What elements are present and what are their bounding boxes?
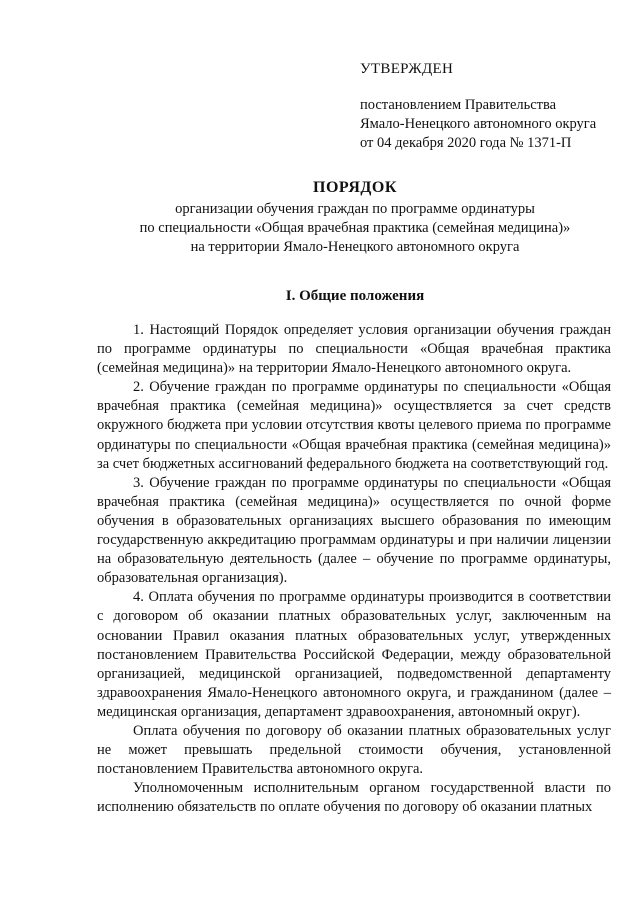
paragraph: 2. Обучение граждан по программе ординатуры по специальности «Общая врачебная практика (семейная медицина)» осуществляется за счет средств окружного бюджета при условии отсутствия квоты целевого приема по программе ординатуры по специальности «Общая врачебная практика (семейная медицина)» за счет бюджетных ассигнований федерального бюджета на соответствующий год. (97, 379, 611, 472)
approval-line: от 04 декабря 2020 года № 1371-П (360, 135, 572, 151)
paragraph: Оплата обучения по договору об оказании платных образовательных услуг не может превышать предельной стоимости обучения, установленной постановлением Правительства автономного округа. (97, 722, 611, 778)
paragraph: Уполномоченным исполнительным органом государственной власти по исполнению обязательств по оплате обучения по договору об оказании платных (97, 780, 611, 816)
approval-block (360, 96, 596, 153)
document-subtitle (0, 200, 640, 257)
approval-line: Ямало-Ненецкого автономного округа (360, 116, 597, 132)
approval-line: постановлением Правительства (360, 97, 557, 113)
document-body (97, 321, 611, 817)
paragraph: 3. Обучение граждан по программе ординатуры по специальности «Общая врачебная практика (семейная медицина)» осуществляется по очной форме обучения в образовательных организациях высшего образования по имеющим государственную аккредитацию программам ординатуры и при наличии лицензии на образовательную деятельность (далее – обучение по программе ординатуры, образовательная организация). (97, 474, 611, 587)
paragraph: 4. Оплата обучения по программе ординатуры производится в соответствии с договором об оказании платных образовательных услуг, заключенным на основании Правил оказания платных образовательных услуг, утвержденных постановлением Правительства Российской Федерации, между образовательной организацией, медицинской организацией, подведомственной департаменту здравоохранения Ямало-Ненецкого автономного округа, и гражданином (далее – медицинская организация, департамент здравоохранения, автономный округ). (97, 589, 611, 720)
subtitle-line: организации обучения граждан по программе ординатуры (175, 201, 535, 217)
subtitle-line: на территории Ямало-Ненецкого автономного округа (190, 239, 520, 255)
document-title: ПОРЯДОК (313, 179, 397, 196)
paragraph: 1. Настоящий Порядок определяет условия организации обучения граждан по программе ординатуры по специальности «Общая врачебная практика (семейная медицина)» на территории Ямало-Ненецкого автономного округа. (97, 322, 611, 377)
subtitle-line: по специальности «Общая врачебная практика (семейная медицина)» (139, 220, 571, 236)
section-heading: I. Общие положения (285, 288, 425, 304)
approval-heading: УТВЕРЖДЕН (360, 61, 454, 77)
